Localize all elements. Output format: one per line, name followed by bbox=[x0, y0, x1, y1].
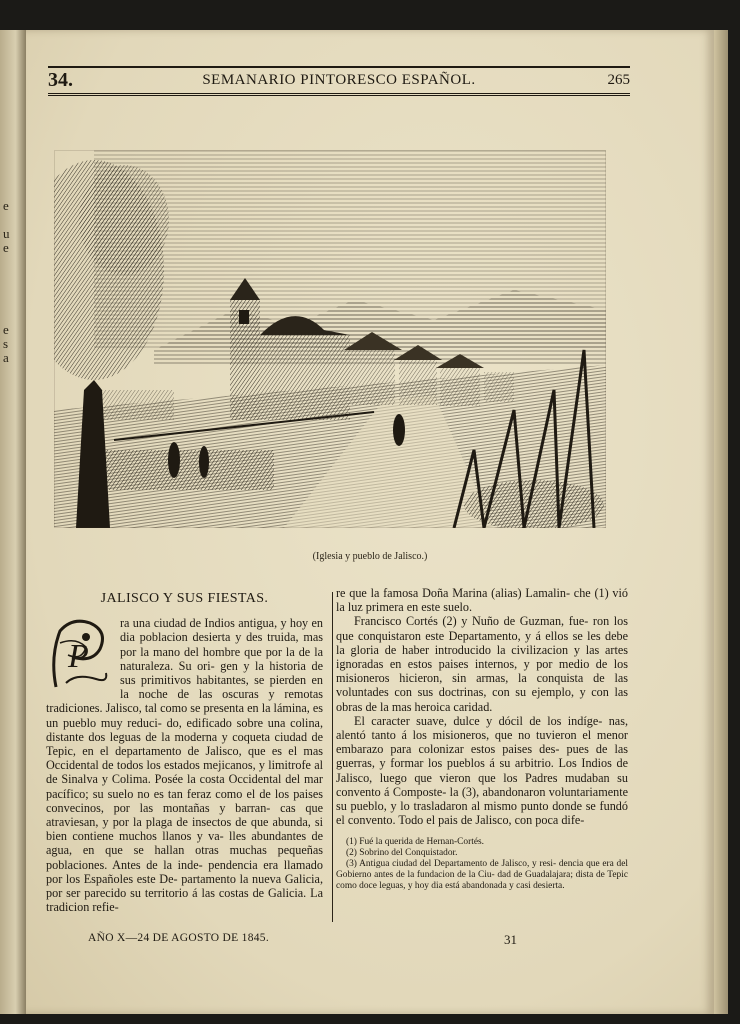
walking-figure bbox=[393, 414, 405, 446]
newspaper-page bbox=[26, 30, 714, 1014]
page-stack-edge bbox=[714, 30, 728, 1014]
article-left-column bbox=[46, 586, 323, 914]
church-engraving bbox=[54, 150, 606, 528]
margin-glyph: u bbox=[3, 226, 10, 241]
footnote: (1) Fué la querida de Hernan-Cortés. bbox=[346, 837, 484, 848]
villager-figure bbox=[168, 442, 180, 478]
signature-mark: 31 bbox=[504, 932, 517, 947]
illustration-caption: (Iglesia y pueblo de Jalisco.) bbox=[312, 551, 428, 562]
page-header bbox=[48, 66, 630, 96]
article-paragraph: El caracter suave, dulce y dócil de los indíge- nas, alentó tanto á los misioneros, que no tuvieron el menor embarazo para colonizar estos paises des- pues de las guerras, y formar los pueblos á su arbitrio. Los Indios de Jalisco, luego que vieron que los Padres mudaban su convento á Composte- la (3), abandonaron voluntariamente su pueblo, y lo trasladaron al mismo punto donde se fundó el convento. Todo el pais de Jalisco, con poca dife- bbox=[336, 713, 628, 828]
ornamental-dropcap bbox=[46, 617, 114, 689]
dropcap-letter: P bbox=[68, 638, 89, 676]
footnote: (3) Antigua ciudad del Departamento de Jalisco, y resi- dencia que era del Gobierno antes de la fundacion de la Ciu- dad de Guadalajara; dista de Tepic como doce leguas, y hoy dia está abandonada y casi desierta. bbox=[336, 859, 628, 892]
margin-glyph: e bbox=[3, 198, 9, 213]
footnote: (2) Sobrino del Conquistador. bbox=[346, 848, 458, 859]
issue-number: 34. bbox=[48, 69, 73, 91]
article-right-column bbox=[336, 586, 628, 892]
article-paragraph: Francisco Cortés (2) y Nuño de Guzman, fue- ron los que conquistaron este Departamento, y á ellos se les debe la gloria de haber introducido la civilizacion y las artes ignoradas en estos paises internos, y por medio de los misioneros hicieron, sin armas, la conquista de las voluntades con sus doctrinas, con su ejemplo, y con las obras de la mas heroica caridad. bbox=[336, 614, 628, 714]
page-number: 265 bbox=[607, 72, 630, 88]
house bbox=[399, 360, 437, 405]
issue-date: AÑO X—24 DE AGOSTO DE 1845. bbox=[88, 932, 270, 944]
margin-glyph: s bbox=[3, 336, 9, 351]
house bbox=[484, 372, 514, 402]
publication-title: SEMANARIO PINTORESCO ESPAÑOL. bbox=[202, 72, 476, 88]
article-paragraph: re que la famosa Doña Marina (alias) Lamalin- che (1) vió la luz primera en este suelo. bbox=[336, 586, 628, 615]
header-rule-bottom bbox=[48, 93, 630, 96]
villager-figure bbox=[199, 446, 209, 478]
margin-glyph: e bbox=[3, 322, 9, 337]
church-nave bbox=[260, 335, 350, 420]
article-title: JALISCO Y SUS FIESTAS. bbox=[100, 591, 269, 606]
header-rule-top bbox=[48, 66, 630, 68]
margin-glyph: a bbox=[3, 350, 9, 365]
house bbox=[350, 350, 395, 405]
house bbox=[440, 368, 480, 406]
previous-page-edge bbox=[0, 30, 28, 1014]
column-divider bbox=[332, 592, 333, 922]
margin-glyph: e bbox=[3, 240, 9, 255]
footnotes bbox=[336, 837, 628, 892]
article-paragraph: ra una ciudad de Indios antigua, y hoy en dia poblacion desierta y des truida, mas por la mano del hombre que por la de la naturaleza. Su ori- gen y la historia de sus primitivos habitantes, se pierden en la noche de las oscuras y remotas tradiciones. Jalisco, tal como se presenta en la lámina, es un pueblo muy reduci- do, edificado sobre una colina, distante dos leguas de la moderna y coqueta ciudad de Tepic, en el departamento de Jalisco, que es el mas Occidental de todos los estados mejicanos, y limitrofe al de Sinalva y Colima. Posée la costa Occidental del mar pacífico; su suelo no es tan feraz como el de los paises convecinos, por las montañas y barran- cas que atraviesan, y por la plaga de insectos de que abunda, si bien contiene muchos llanos y va- lles abundantes de agua, en que se hallan otras muchas pequeñas poblaciones. Antes de la inde- pendencia era llamado por los Españoles este De- partamento la nueva Galicia, por ser parecido su territorio á las costas de Galicia. La tradicion refie- bbox=[46, 616, 323, 915]
